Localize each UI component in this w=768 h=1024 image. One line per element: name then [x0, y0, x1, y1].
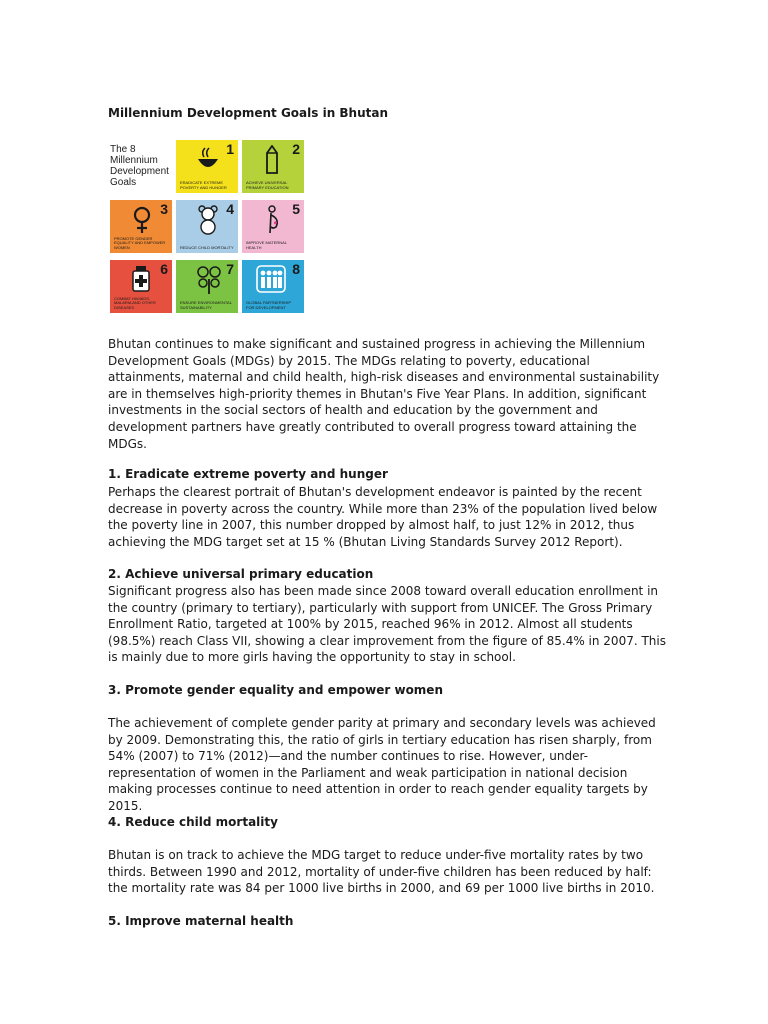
goal-number: 4 — [226, 201, 234, 217]
document-title: Millennium Development Goals in Bhutan — [108, 106, 389, 120]
goal-number: 3 — [160, 201, 168, 217]
section-heading-4: 4. Reduce child mortality — [108, 815, 278, 829]
goal-tile-8 — [242, 260, 304, 313]
goal-number: 2 — [292, 141, 300, 157]
plant-icon — [196, 265, 222, 295]
goal-caption: PROMOTE GENDER EQUALITY AND EMPOWER WOMEN — [114, 235, 166, 250]
mdg-goals-figure — [108, 140, 308, 316]
section-body-2: Significant progress also has been made since 2008 toward overall education enrollment in the country (primary to tertiary), particularly with support from UNICEF. The Gross Primary Enrollment Ratio, targeted at 100% by 2015, reached 96% in 2012. Almost all students (98.5%) reach Class VII, showing a clear improvement from the figure of 85.4% in 2007. This is mainly due to more girls having the opportunity to stay in school. — [108, 584, 666, 665]
section-heading-5: 5. Improve maternal health — [108, 914, 294, 928]
section-body-4: Bhutan is on track to achieve the MDG target to reduce under-five mortality rates by two thirds. Between 1990 and 2012, mortality of under-five children has been reduced by half: the mortality rate was 84 per 1000 live births in 2000, and 69 per 1000 live births in 2010. — [108, 848, 655, 896]
goal-caption: IMPROVE MATERNAL HEALTH — [246, 240, 287, 250]
goal-number: 6 — [160, 261, 168, 277]
bowl-icon — [196, 145, 220, 173]
female-symbol-icon — [130, 205, 154, 235]
intro-paragraph: Bhutan continues to make significant and sustained progress in achieving the Millennium Development Goals (MDGs) by 2015. The MDGs relating to poverty, educational attainments, maternal and child health, high-risk diseases and environmental sustainability are in themselves high-priority themes in Bhutan's Five Year Plans. In addition, significant investments in the social sectors of health and education by the government and development partners have greatly contributed to overall progress toward attaining the MDGs. — [108, 337, 660, 451]
medicine-jar-icon — [130, 265, 152, 293]
goal-caption: ENSURE ENVIRONMENTAL SUSTAINABILITY — [180, 300, 232, 310]
goal-caption: ERADICATE EXTREME POVERTY AND HUNGER — [180, 180, 227, 190]
goal-tile-6 — [110, 260, 172, 313]
figure-intro-text: The 8 Millennium Development Goals — [110, 144, 169, 188]
goal-tile-4 — [176, 200, 238, 253]
goal-caption: COMBAT HIV/AIDS, MALARIA AND OTHER DISEASES — [114, 295, 156, 310]
pregnant-woman-icon — [262, 205, 284, 235]
section-heading-3: 3. Promote gender equality and empower women — [108, 683, 443, 697]
goal-tile-5 — [242, 200, 304, 253]
goal-number: 1 — [226, 141, 234, 157]
people-group-icon — [256, 265, 286, 293]
section-body-1: Perhaps the clearest portrait of Bhutan's development endeavor is painted by the recent decrease in poverty across the country. While more than 23% of the population lived below the poverty line in 2007, this number dropped by almost half, to just 12% in 2012, thus achieving the MDG target set at 15 % (Bhutan Living Standards Survey 2012 Report). — [108, 485, 658, 549]
goal-tile-2 — [242, 140, 304, 193]
section-heading-2: 2. Achieve universal primary education — [108, 567, 374, 581]
pencil-icon — [262, 145, 282, 175]
goal-tile-1 — [176, 140, 238, 193]
goal-number: 5 — [292, 201, 300, 217]
goal-number: 8 — [292, 261, 300, 277]
goal-tile-7 — [176, 260, 238, 313]
section-heading-1: 1. Eradicate extreme poverty and hunger — [108, 467, 388, 481]
goal-tile-3 — [110, 200, 172, 253]
goal-caption: GLOBAL PARTNERSHIP FOR DEVELOPMENT — [246, 300, 291, 310]
teddy-bear-icon — [196, 205, 220, 235]
goal-caption: ACHIEVE UNIVERSAL PRIMARY EDUCATION — [246, 180, 289, 190]
section-body-3: The achievement of complete gender parity at primary and secondary levels was achieved by 2009. Demonstrating this, the ratio of girls in tertiary education has risen sharply, from 54% (2007) to 71% (2012)—and the number continues to rise. However, under-representation of women in the Parliament and weak participation in national decision making processes continue to need attention in order to reach gender equality targets by 2015. — [108, 716, 656, 813]
goal-number: 7 — [226, 261, 234, 277]
goal-caption: REDUCE CHILD MORTALITY — [180, 244, 234, 250]
